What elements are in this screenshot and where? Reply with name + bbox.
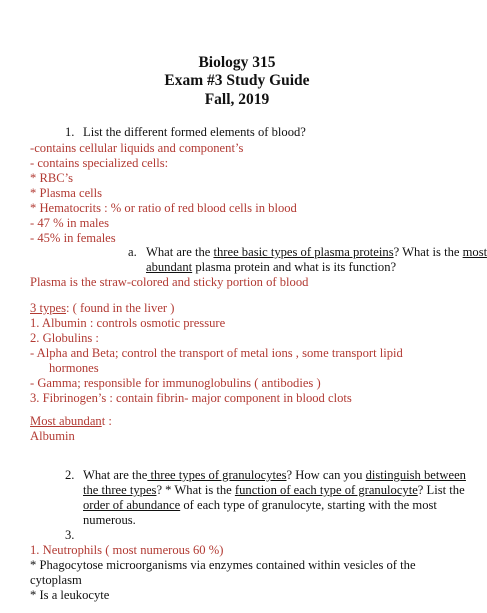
qa-text-line-1: What are the three basic types of plasma proteins? What is the most xyxy=(146,245,487,259)
most-abundant-heading: Most abundant : xyxy=(30,414,112,428)
q1-answer-line: -contains cellular liquids and component’s xyxy=(30,141,244,155)
q3-number: 3. xyxy=(65,528,75,542)
q1-answer-line: * RBC’s xyxy=(30,171,74,185)
q2-text-line-2: the three types? * What is the function of each type of granulocyte? List the xyxy=(83,483,465,497)
leukocyte-line: * Is a leukocyte xyxy=(30,588,110,602)
qa-letter: a. xyxy=(128,245,137,259)
q1-number: 1. xyxy=(65,125,75,139)
plasma-description: Plasma is the straw-colored and sticky portion of blood xyxy=(30,275,309,289)
q1-answer-line: - 47 % in males xyxy=(30,216,110,230)
fibrinogen-line: 3. Fibrinogen’s : contain fibrin- major component in blood clots xyxy=(30,391,352,405)
most-abundant-answer: Albumin xyxy=(30,429,75,443)
phagocytose-line: * Phagocytose microorganisms via enzymes contained within vesicles of the xyxy=(30,558,416,572)
doc-title-exam: Exam #3 Study Guide xyxy=(164,72,310,89)
q1-text: List the different formed elements of blood? xyxy=(83,125,306,139)
q2-text-line-4: numerous. xyxy=(83,513,136,527)
doc-title-course: Biology 315 xyxy=(198,54,276,71)
qa-text-line-2: abundant plasma protein and what is its function? xyxy=(146,260,397,274)
q2-text-line-3: order of abundance of each type of granulocyte, starting with the most xyxy=(83,498,437,512)
alpha-beta-line-cont: hormones xyxy=(49,361,99,375)
q1-answer-line: - 45% in females xyxy=(30,231,116,245)
q2-text-line-1: What are the three types of granulocytes? How can you distinguish between xyxy=(83,468,466,482)
gamma-line: - Gamma; responsible for immunoglobulins ( antibodies ) xyxy=(30,376,321,390)
q1-answer-line: * Hematocrits : % or ratio of red blood cells in blood xyxy=(30,201,297,215)
doc-title-term: Fall, 2019 xyxy=(204,91,270,108)
alpha-beta-line: - Alpha and Beta; control the transport of metal ions , some transport lipid xyxy=(30,346,403,360)
albumin-line: 1. Albumin : controls osmotic pressure xyxy=(30,316,226,330)
phagocytose-line-cont: cytoplasm xyxy=(30,573,82,587)
neutrophils-line: 1. Neutrophils ( most numerous 60 %) xyxy=(30,543,224,557)
q2-number: 2. xyxy=(65,468,75,482)
q1-answer-line: - contains specialized cells: xyxy=(30,156,169,170)
q1-answer-line: * Plasma cells xyxy=(30,186,103,200)
plasma-types-heading: 3 types: ( found in the liver ) xyxy=(30,301,175,315)
globulins-line: 2. Globulins : xyxy=(30,331,99,345)
